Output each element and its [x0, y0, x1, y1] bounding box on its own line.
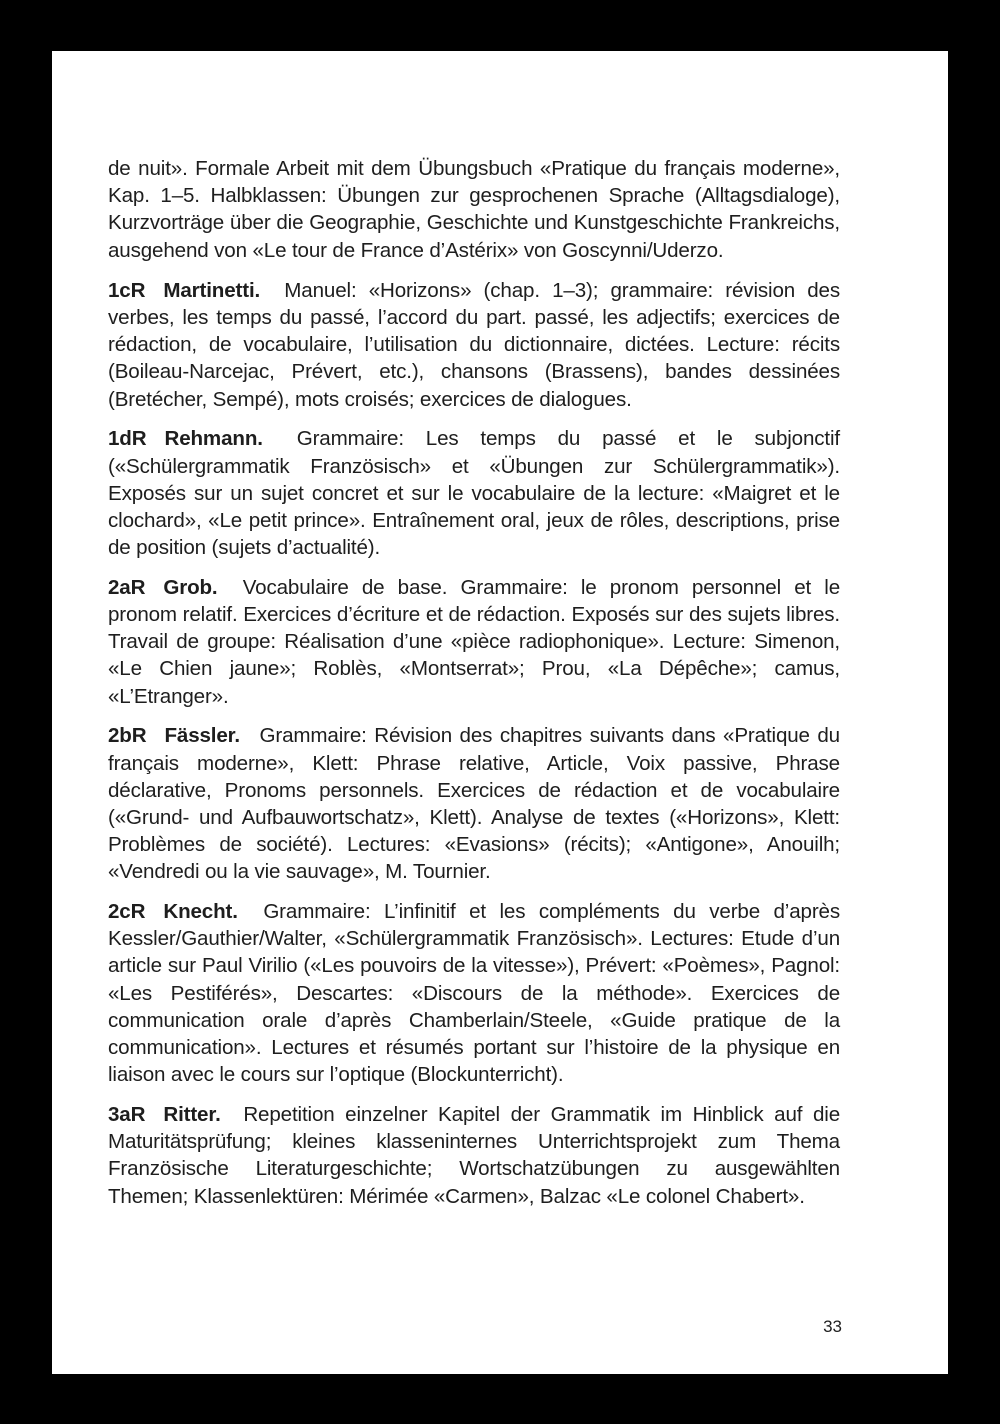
class-code: 2cR	[108, 900, 146, 924]
entry-text: Grammaire: L’infinitif et les compléments du verbe d’après Kessler/Gauthier/Walter, «Schülergrammatik Französisch». Lectures: Etude d’un article sur Paul Virilio («Les pouvoirs de la vitesse»), Prévert: «Poèmes», Pagnol: «Les Pestiférés», Descartes: «Discours de la méthode». Exercices de communication orale d’après Chamberlain/Steele, «Guide pratique de la communication». Lectures et résumés portant sur l’histoire de la physique en liaison avec le cours sur l’optique (Blockunterricht).	[108, 900, 840, 1087]
class-code: 3aR	[108, 1103, 146, 1126]
entry-1dR	[108, 425, 840, 561]
document-page	[52, 51, 948, 1374]
teacher-name: Ritter.	[163, 1103, 221, 1126]
teacher-name: Grob.	[163, 575, 218, 599]
entry-2bR	[108, 722, 840, 885]
entry-2aR	[108, 574, 840, 710]
teacher-name: Knecht.	[163, 900, 238, 924]
entry-text: Manuel: «Horizons» (chap. 1–3); grammaire: révision des verbes, les temps du passé, l’accord du part. passé, les adjectifs; exercices de rédaction, de vocabulaire, l’utilisation du dictionnaire, dictées. Lecture: récits (Boileau-Narcejac, Prévert, etc.), chansons (Brassens), bandes dessinées (Bretécher, Sempé), mots croisés; exercices de dialogues.	[108, 278, 840, 411]
teacher-name: Martinetti.	[163, 278, 261, 302]
entry-1cR	[108, 277, 840, 413]
entry-text: Grammaire: Les temps du passé et le subjonctif («Schülergrammatik Französisch» et «Übungen zur Schülergrammatik»). Exposés sur un sujet concret et sur le vocabulaire de la lecture: «Maigret et le clochard», «Le petit prince». Entraînement oral, jeux de rôles, descriptions, prise de position (sujets d’actualité).	[108, 427, 840, 560]
page-number: 33	[823, 1317, 842, 1336]
body-text	[108, 155, 840, 1222]
class-code: 1dR	[108, 427, 147, 451]
entry-text: Vocabulaire de base. Grammaire: le pronom personnel et le pronom relatif. Exercices d’écriture et de rédaction. Exposés sur des sujets libres. Travail de groupe: Réalisation d’une «pièce radiophonique». Lecture: Simenon, «Le Chien jaune»; Roblès, «Montserrat»; Prou, «La Dépêche»; camus, «L’Etranger».	[108, 575, 841, 708]
entry-3aR	[108, 1101, 840, 1210]
entry-text: Repetition einzelner Kapitel der Grammatik im Hinblick auf die Maturitätsprüfung; kleines klasseninternes Unterrichtsprojekt zum Thema Französische Literaturgeschichte; Wortschatzübungen zu ausgewählten Themen; Klassenlektüren: Mérimée «Carmen», Balzac «Le colonel Chabert».	[108, 1103, 841, 1208]
class-code: 2bR	[108, 724, 147, 748]
entry-text: Grammaire: Révision des chapitres suivants dans «Pratique du français moderne», Klett: Phrase relative, Article, Voix passive, Phrase déclarative, Pronoms personnels. Exercices de rédaction et de vocabulaire («Grund- und Aufbauwortschatz», Klett). Analyse de textes («Horizons», Klett: Problèmes de société). Lectures: «Evasions» (récits); «Antigone», Anouilh; «Vendredi ou la vie sauvage», M. Tournier.	[108, 724, 840, 884]
teacher-name: Rehmann.	[164, 427, 263, 451]
teacher-name: Fässler.	[164, 724, 240, 748]
class-code: 2aR	[108, 575, 146, 599]
paragraph-text: de nuit». Formale Arbeit mit dem Übungsbuch «Pratique du français moderne», Kap. 1–5. Halbklassen: Übungen zur gesprochenen Sprache (Alltagsdialoge), Kurzvorträge über die Geographie, Geschichte und Kunstgeschichte Frankreichs, ausgehend von «Le tour de France d’Astérix» von Goscynni/Uderzo.	[108, 157, 840, 262]
lead-paragraph	[108, 155, 840, 264]
class-code: 1cR	[108, 278, 146, 302]
entry-2cR	[108, 898, 840, 1088]
